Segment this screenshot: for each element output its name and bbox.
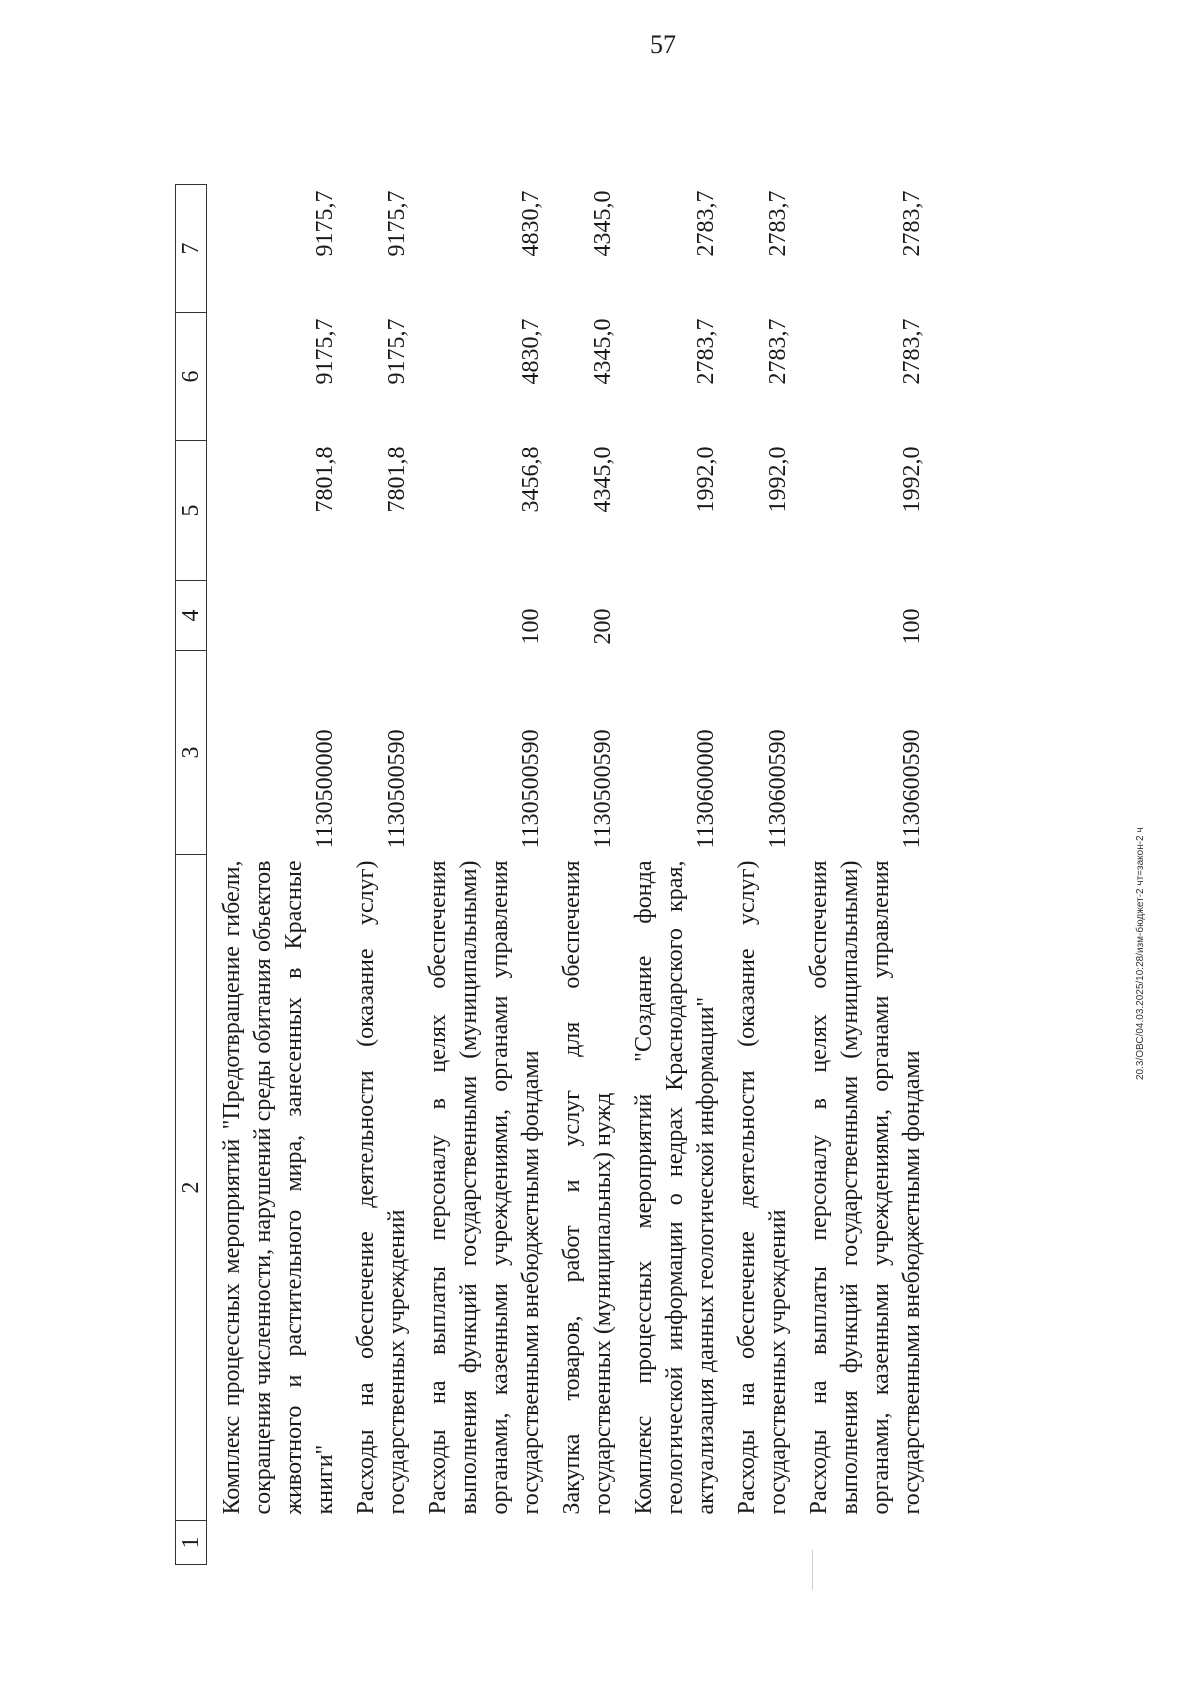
amount-col7-cell: 2783,7 [899,190,925,257]
amount-col7-cell: 9175,7 [312,190,338,257]
expense-type-cell [629,581,722,651]
column-header: 4 [176,581,207,651]
amount-col6-cell: 2783,7 [765,318,791,385]
amount-col6-cell: 9175,7 [312,318,338,385]
budget-table [175,184,928,1565]
amount-col7-cell: 4830,7 [518,190,544,257]
page-number: 57 [650,30,676,59]
amount-col6-cell: 2783,7 [693,318,719,385]
row-number-cell [629,1521,722,1565]
expense-type-cell [217,581,341,651]
table-row [217,185,341,1565]
amount-col7-cell: 2783,7 [693,190,719,257]
row-number-cell [423,1521,547,1565]
amount-col5-cell: 7801,8 [312,446,338,513]
column-header: 7 [176,185,207,313]
amount-col7-cell: 4345,0 [590,190,616,257]
row-number-cell [351,1521,413,1565]
amount-col5-cell: 1992,0 [765,446,791,513]
expense-name-cell: Расходы на выплаты персоналу в целях обеспечения выполнения функций государственными (муниципальными) органами, казенными учреждениями, органами управления государственными внебюджетными фондами [806,860,925,1515]
expense-name-cell: Комплекс процессных мероприятий "Предотвращение гибели, сокращения численности, нарушений среды обитания объектов животного и растительного мира, занесенных в Красные книги" [219,860,338,1515]
table-row [351,185,413,1565]
amount-col5-cell: 3456,8 [518,446,544,513]
column-header: 1 [176,1521,207,1565]
column-header: 6 [176,313,207,441]
table-row [804,185,928,1565]
table-row [557,185,619,1565]
row-number-cell [217,1521,341,1565]
expense-name-cell: Расходы на выплаты персоналу в целях обеспечения выполнения функций государственными (муниципальными) органами, казенными учреждениями, органами управления государственными внебюджетными фондами [425,860,544,1515]
rotated-page-content [175,185,1065,1565]
table-row [629,185,722,1565]
amount-col7-cell: 9175,7 [384,190,410,257]
target-code-cell: 1130500590 [384,729,410,849]
expense-type-cell: 200 [590,608,616,645]
amount-col6-cell: 4345,0 [590,318,616,385]
amount-col6-cell: 9175,7 [384,318,410,385]
expense-type-cell [351,581,413,651]
target-code-cell: 1130600000 [693,729,719,849]
target-code-cell: 1130600590 [765,729,791,849]
document-footer-code: 20.3/ОВС/04.03.2025/10:28/изм-бюджет-2 чт=закон-2 ч [1135,827,1146,1080]
table-header-row [176,185,207,1565]
row-number-cell [732,1521,794,1565]
column-header: 3 [176,651,207,855]
amount-col5-cell: 7801,8 [384,446,410,513]
column-header: 5 [176,441,207,581]
row-number-cell [804,1521,928,1565]
target-code-cell: 1130500590 [518,729,544,849]
table-row [423,185,547,1565]
target-code-cell: 1130600590 [899,729,925,849]
expense-type-cell [732,581,794,651]
table-row [732,185,794,1565]
amount-col5-cell: 1992,0 [899,446,925,513]
amount-col6-cell: 2783,7 [899,318,925,385]
expense-name-cell: Расходы на обеспечение деятельности (оказание услуг) государственных учреждений [353,860,410,1515]
target-code-cell: 1130500590 [590,729,616,849]
expense-type-cell: 100 [518,608,544,645]
amount-col7-cell: 2783,7 [765,190,791,257]
expense-name-cell: Расходы на обеспечение деятельности (оказание услуг) государственных учреждений [734,860,791,1515]
expense-name-cell: Закупка товаров, работ и услуг для обеспечения государственных (муниципальных) нужд [559,860,616,1515]
amount-col5-cell: 1992,0 [693,446,719,513]
expense-name-cell: Комплекс процессных мероприятий "Создание фонда геологической информации о недрах Краснодарского края, актуализация данных геологической информации" [631,860,719,1515]
row-number-cell [557,1521,619,1565]
target-code-cell: 1130500000 [312,729,338,849]
amount-col6-cell: 4830,7 [518,318,544,385]
expense-type-cell: 100 [899,608,925,645]
column-header: 2 [176,855,207,1521]
amount-col5-cell: 4345,0 [590,446,616,513]
